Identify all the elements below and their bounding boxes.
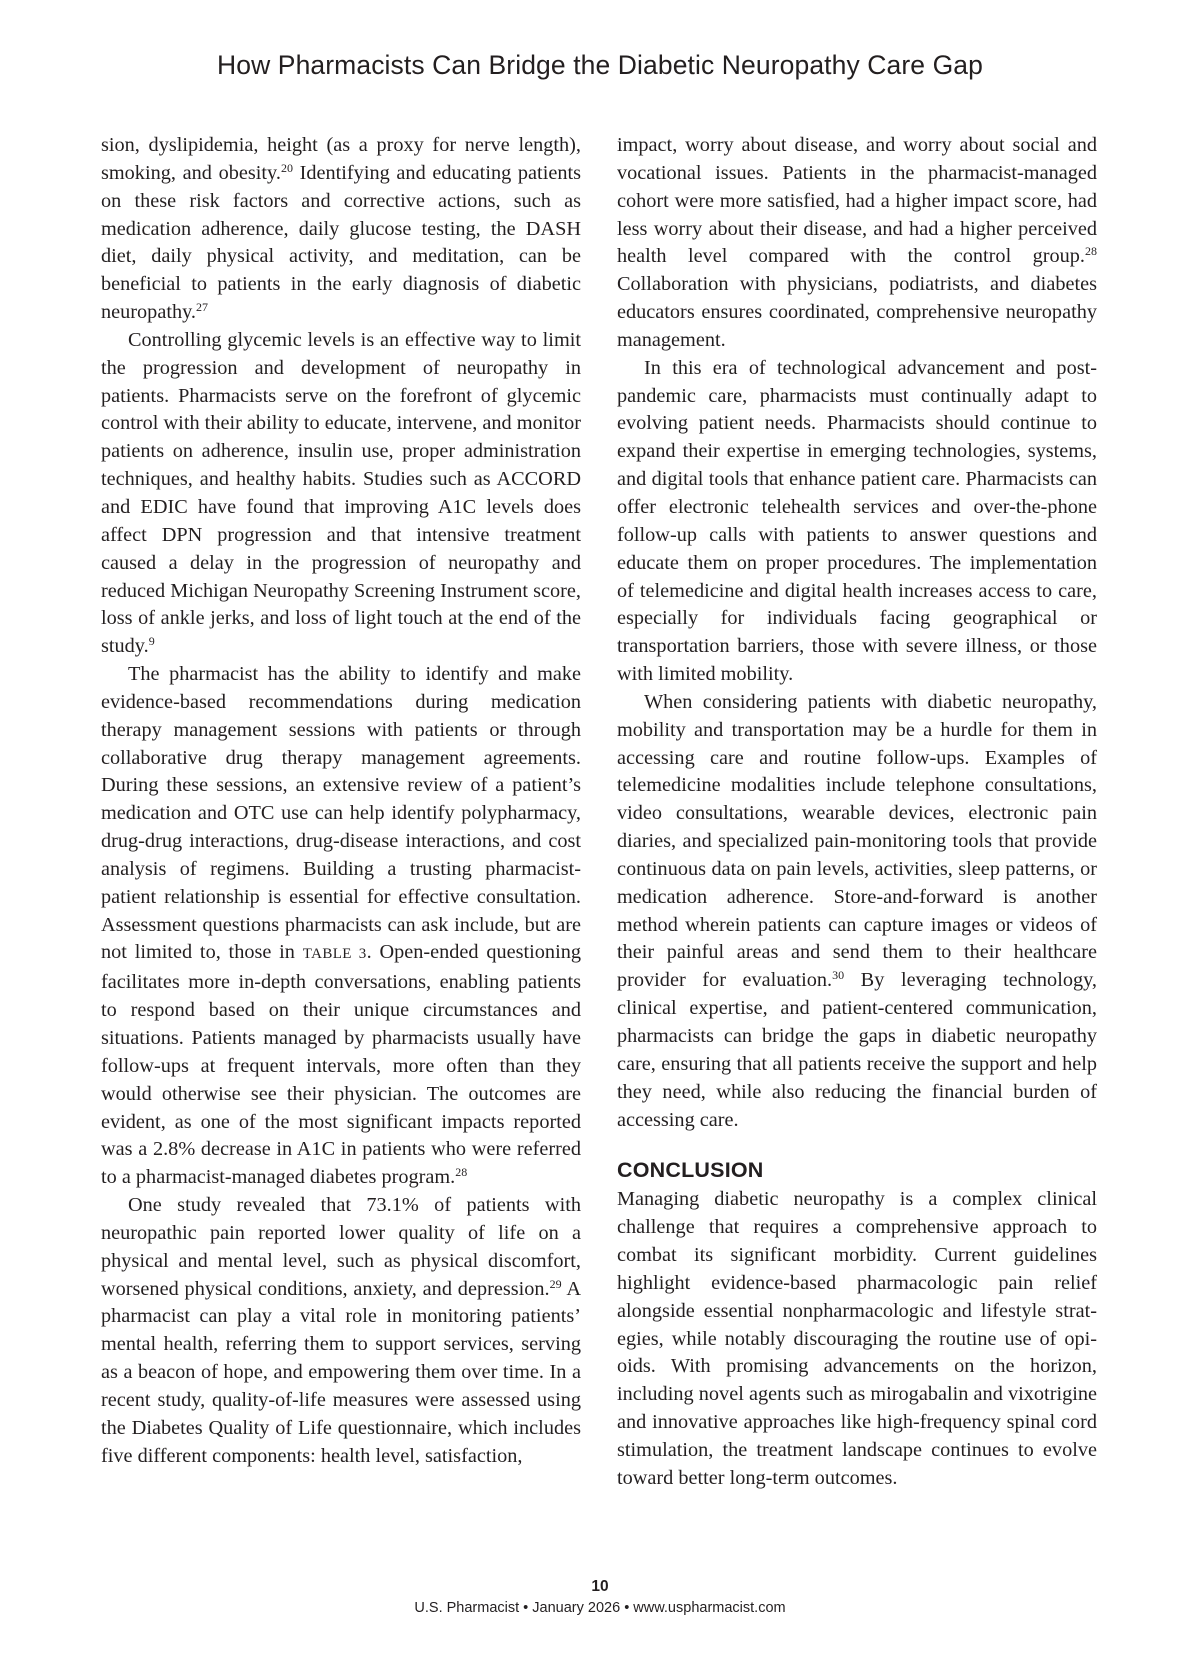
paragraph-text: impact, worry about disease, and worry about social and vocational issues. Patients in the pharmacist-managed cohort were more satisfied, had a higher impact score, had less worry about their disease, and had a higher perceived health level compared with the control group.	[617, 134, 1097, 268]
paragraph-text: The pharmacist has the ability to identify and make evidence-based recommendations during medication therapy management sessions with patients or through collaborative drug therapy management agreements. During these sessions, an extensive review of a patient’s medication and OTC use can help identify polypharmacy, drug-drug interactions, drug-disease interactions, and cost analysis of regimens. Building a trusting pharmacist-patient relationship is essential for effective consultation. Assessment questions pharmacists can ask include, but are not limited to, those in	[101, 663, 581, 964]
paragraph-text: Collaboration with physicians, podiatrists, and diabetes educators ensures coordinated, comprehensive neuropathy management.	[617, 273, 1097, 351]
paragraph-text: sion, dyslipidemia, height (as a proxy for nerve length), smoking, and obesity.	[101, 134, 581, 184]
reference-superscript: 27	[196, 300, 208, 315]
table-reference: TABLE 3	[302, 946, 367, 963]
paragraph-technology	[617, 355, 1097, 689]
paragraph-text: A pharmacist can play a vital role in monitoring patients’ mental health, referring them to support services, serving as a beacon of hope, and empowering them over time. In a recent study, quality-of-life measures were assessed using the Diabetes Quality of Life questionnaire, which includes five different components: health level, satisfaction,	[101, 1277, 581, 1467]
reference-superscript: 9	[148, 634, 155, 649]
right-column	[617, 132, 1097, 1493]
reference-superscript: 20	[280, 160, 293, 175]
paragraph-pharmacist-recommendations	[101, 661, 581, 1192]
paragraph-text: By leveraging technology, clinical expertise, and patient-centered communication, pharmacists can bridge the gaps in diabetic neuropathy care, ensuring that all patients receive the support and help they need, while also reducing the financial burden of accessing care.	[617, 969, 1097, 1131]
paragraph-conclusion	[617, 1186, 1097, 1492]
page-footer: U.S. Pharmacist • January 2026 • www.uspharmacist.com	[414, 1600, 786, 1616]
paragraph-text: When considering patients with diabetic neuropathy, mobility and transportation may be a hurdle for them in accessing care and routine follow-ups. Examples of telemedicine modalities include telephone consultations, video consultations, wearable devices, electronic pain diaries, and specialized pain-monitoring tools that provide continuous data on pain levels, activities, sleep patterns, or medication adherence. Store-and-forward is another method wherein patients can capture images or videos of their painful areas and send them to their healthcare provider for evaluation.	[617, 690, 1097, 992]
reference-superscript: 29	[549, 1276, 562, 1291]
running-header: How Pharmacists Can Bridge the Diabetic Neuropathy Care Gap	[217, 50, 983, 80]
page-number: 10	[591, 1578, 609, 1595]
paragraph-telemedicine	[617, 689, 1097, 1135]
paragraph-text: In this era of technological advancement and post-pandemic care, pharmacists must continually adapt to evolving patient needs. Pharmacists should continue to expand their expertise in emerging technologies, systems, and digital tools that enhance patient care. Pharmacists can offer electronic telehealth services and over-the-phone follow-up calls with patients to answer questions and educate them on proper procedures. The implementation of telemedicine and digital health increases access to care, especially for individuals facing geographical or transportation barriers, those with severe illness, or those with limited mobility.	[617, 356, 1097, 686]
paragraph-text: Controlling glycemic levels is an effective way to limit the progression and development of neuropathy in patients. Pharmacists serve on the forefront of glycemic control with their ability to educate, intervene, and monitor patients on adherence, insulin use, proper administration techniques, and healthy habits. Studies such as ACCORD and EDIC have found that improving A1C levels does affect DPN progression and that intensive treatment caused a delay in the progression of neuropathy and reduced Michigan Neuropathy Screening Instrument score, loss of ankle jerks, and loss of light touch at the end of the study.	[101, 328, 581, 658]
paragraph-text: Managing diabetic neuropathy is a complex clinical challenge that requires a comprehensive approach to combat its significant morbidity. Current guidelines highlight evidence-based pharmacologic pain relief alongside essential nonpharmacologic and lifestyle strategies, while notably discouraging the routine use of opioids. With promising advancements on the horizon, including novel agents such as mirogabalin and vixotrigine and innovative approaches like high-frequency spinal cord stimulation, the treatment landscape continues to evolve toward better long-term outcomes.	[617, 1188, 1097, 1489]
paragraph-glycemic-control	[101, 327, 581, 661]
paragraph-text: One study revealed that 73.1% of patients with neuropathic pain reported lower quality of life on a physical and mental level, such as physical discomfort, worsened physical conditions, anxiety, and depression.	[101, 1194, 581, 1300]
conclusion-heading: CONCLUSION	[617, 1158, 764, 1183]
paragraph-risk-factors	[101, 132, 581, 327]
paragraph-text: Identifying and educating patients on these risk factors and corrective actions, such as medication adherence, daily glucose testing, the DASH diet, daily physical activity, and meditation, can be beneficial to patients in the early diagnosis of diabetic neuropathy.	[101, 161, 581, 324]
paragraph-text: . Open-ended questioning facilitates more in-depth conversations, enabling patients to respond based on their unique circumstances and situations. Patients managed by pharmacists usually have follow-ups at frequent intervals, more often than they would otherwise see their physician. The outcomes are evident, as one of the most significant impacts reported was a 2.8% decrease in A1C in patients who were referred to a pharmacist-managed diabetes program.	[101, 941, 581, 1189]
reference-superscript: 30	[832, 968, 845, 983]
reference-superscript: 28	[1085, 244, 1097, 259]
paragraph-dqol-results	[617, 132, 1097, 355]
reference-superscript: 28	[455, 1165, 468, 1180]
left-column	[101, 132, 581, 1471]
paragraph-quality-of-life	[101, 1192, 581, 1470]
